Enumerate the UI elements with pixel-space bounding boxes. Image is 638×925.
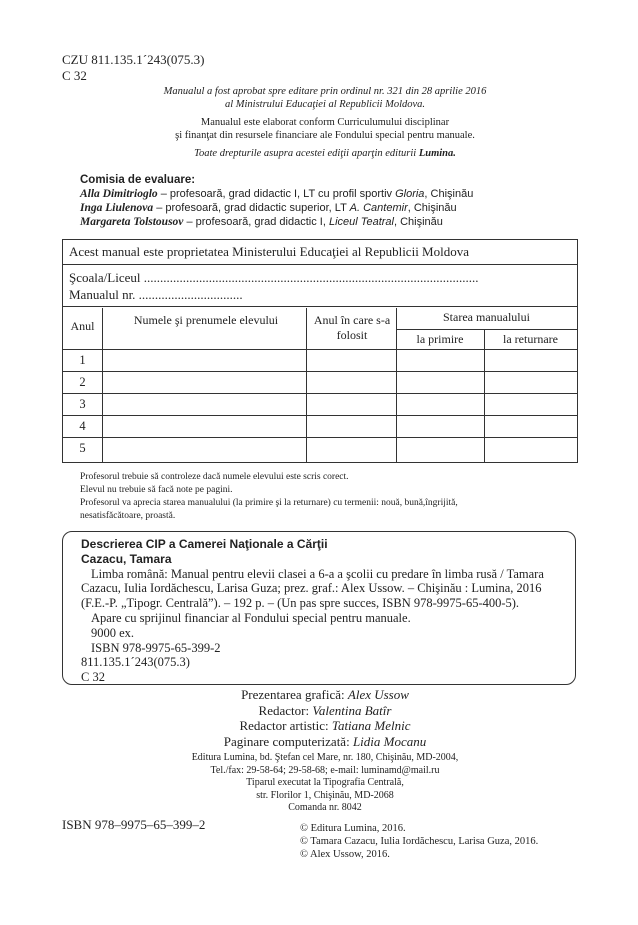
- rights-text: Toate drepturile asupra acestei ediţii aparţin editurii: [194, 148, 417, 159]
- note-line: Profesorul trebuie să controleze dacă numele elevului este scris corect.: [80, 472, 349, 482]
- cip-line: (F.E.-P. „Tipogr. Centrală”). – 192 p. – (Un pas spre succes, ISBN 978-9975-65-400-5).: [81, 596, 520, 611]
- cip-line: Limba română: Manual pentru elevii clasei a 6-a a şcolii cu predare în limba rusă / Tamara: [91, 566, 544, 581]
- rights-publisher: Lumina.: [418, 148, 456, 159]
- table-row-number: 2: [79, 375, 86, 389]
- commission-member: Alla Dimitrioglo – profesoară, grad didactic I, LT cu profil sportiv Gloria, Chişinău: [80, 188, 474, 200]
- czu-code: CZU 811.135.1´243(075.3): [62, 52, 205, 67]
- cip-author: Cazacu, Tamara: [81, 551, 172, 566]
- publisher-line: Tel./fax: 29-58-64; 29-58-68; e-mail: luminamd@mail.ru: [210, 764, 440, 776]
- czu-class: C 32: [62, 68, 87, 83]
- copyright-block: [300, 822, 538, 861]
- ownership-statement: Acest manual este proprietatea Ministerului Educaţiei al Republicii Moldova: [63, 240, 577, 265]
- column-divider: [306, 308, 307, 462]
- header-student-name: Numele şi prenumele elevului: [133, 313, 279, 327]
- copyright-line: © Editura Lumina, 2016.: [300, 823, 406, 834]
- state-divider: [396, 329, 577, 330]
- credit-line: Redactor: Valentina Batîr: [258, 702, 392, 718]
- table-row-number: 5: [79, 441, 86, 455]
- evaluation-commission: [80, 173, 580, 229]
- ownership-table: [62, 239, 578, 463]
- publisher-line: str. Florilor 1, Chişinău, MD-2068: [256, 789, 394, 801]
- credit-line: Prezentarea grafică: Alex Ussow: [241, 687, 409, 702]
- table-row-number: 4: [79, 419, 86, 433]
- note-line: Profesorul va aprecia starea manualului (la primire şi la returnare) cu termenii: nouă, bună,îngrijită,: [80, 498, 458, 508]
- cip-line: Cazacu, Iulia Iordăchescu, Larisa Guza; prez. graf.: Alex Ussow. – Chişinău : Lumina, 2016: [81, 581, 542, 596]
- commission-member: Margareta Tolstousov – profesoară, grad didactic I, Liceul Teatral, Chişinău: [80, 216, 443, 228]
- header-year: Anul: [70, 319, 95, 333]
- cip-title: Descrierea CIP a Camerei Naţionale a Cărţii: [81, 537, 328, 551]
- cip-description: [62, 531, 576, 685]
- school-field: Şcoala/Liceul .......................................................................................................: [69, 270, 479, 285]
- approval-line-3: Manualul este elaborat conform Curriculumului disciplinar: [200, 117, 450, 128]
- approval-block: [80, 85, 570, 160]
- header-at-receipt: la primire: [416, 332, 464, 346]
- czu-block: [62, 52, 205, 84]
- approval-line-1: Manualul a fost aprobat spre editare prin ordinul nr. 321 din 28 aprilie 2016: [163, 86, 487, 97]
- commission-member: Inga Liulenova – profesoară, grad didactic superior, LT A. Cantemir, Chişinău: [80, 202, 457, 214]
- cip-line: 811.135.1´243(075.3): [81, 655, 190, 670]
- cip-line: C 32: [81, 670, 105, 685]
- column-divider: [102, 308, 103, 462]
- commission-title: Comisia de evaluare:: [80, 174, 196, 186]
- cip-isbn: ISBN 978-9975-65-399-2: [91, 640, 221, 655]
- approval-line-2: al Ministrului Educaţiei al Republicii Moldova.: [224, 99, 426, 110]
- header-book-state: Starea manualului: [443, 310, 530, 324]
- teacher-notes: [80, 471, 580, 523]
- cip-line: 9000 ex.: [91, 625, 135, 640]
- approval-line-4: şi finanţat din resursele financiare ale Fondului special pentru manuale.: [175, 130, 475, 141]
- header-at-return: la returnare: [503, 332, 558, 346]
- rights-line: [80, 147, 570, 160]
- isbn: ISBN 978–9975–65–399–2: [62, 817, 206, 832]
- publisher-line: Editura Lumina, bd. Ştefan cel Mare, nr. 180, Chişinău, MD-2004,: [191, 752, 459, 763]
- school-fields: [63, 265, 577, 307]
- note-line: nesatisfăcătoare, proastă.: [80, 511, 176, 521]
- credit-line: Redactor artistic: Tatiana Melnic: [239, 718, 411, 733]
- header-year-used: Anul în care s-a folosit: [313, 313, 391, 342]
- manual-number-field: Manualul nr. ................................: [69, 287, 243, 302]
- copyright-line: © Tamara Cazacu, Iulia Iordăchescu, Larisa Guza, 2016.: [300, 836, 539, 847]
- copyright-line: © Alex Ussow, 2016.: [300, 849, 390, 860]
- publisher-line: Comanda nr. 8042: [288, 802, 362, 814]
- credit-line: Paginare computerizată: Lidia Mocanu: [223, 733, 427, 749]
- credits-block: [80, 687, 570, 749]
- publisher-line: Tiparul executat la Tipografia Centrală,: [246, 777, 404, 789]
- table-row-number: 1: [79, 353, 86, 367]
- publisher-info: [80, 752, 570, 815]
- note-line: Elevul nu trebuie să facă note pe pagini.: [80, 485, 233, 495]
- table-row-number: 3: [79, 397, 86, 411]
- cip-line: Apare cu sprijinul financiar al Fondului special pentru manuale.: [91, 610, 411, 625]
